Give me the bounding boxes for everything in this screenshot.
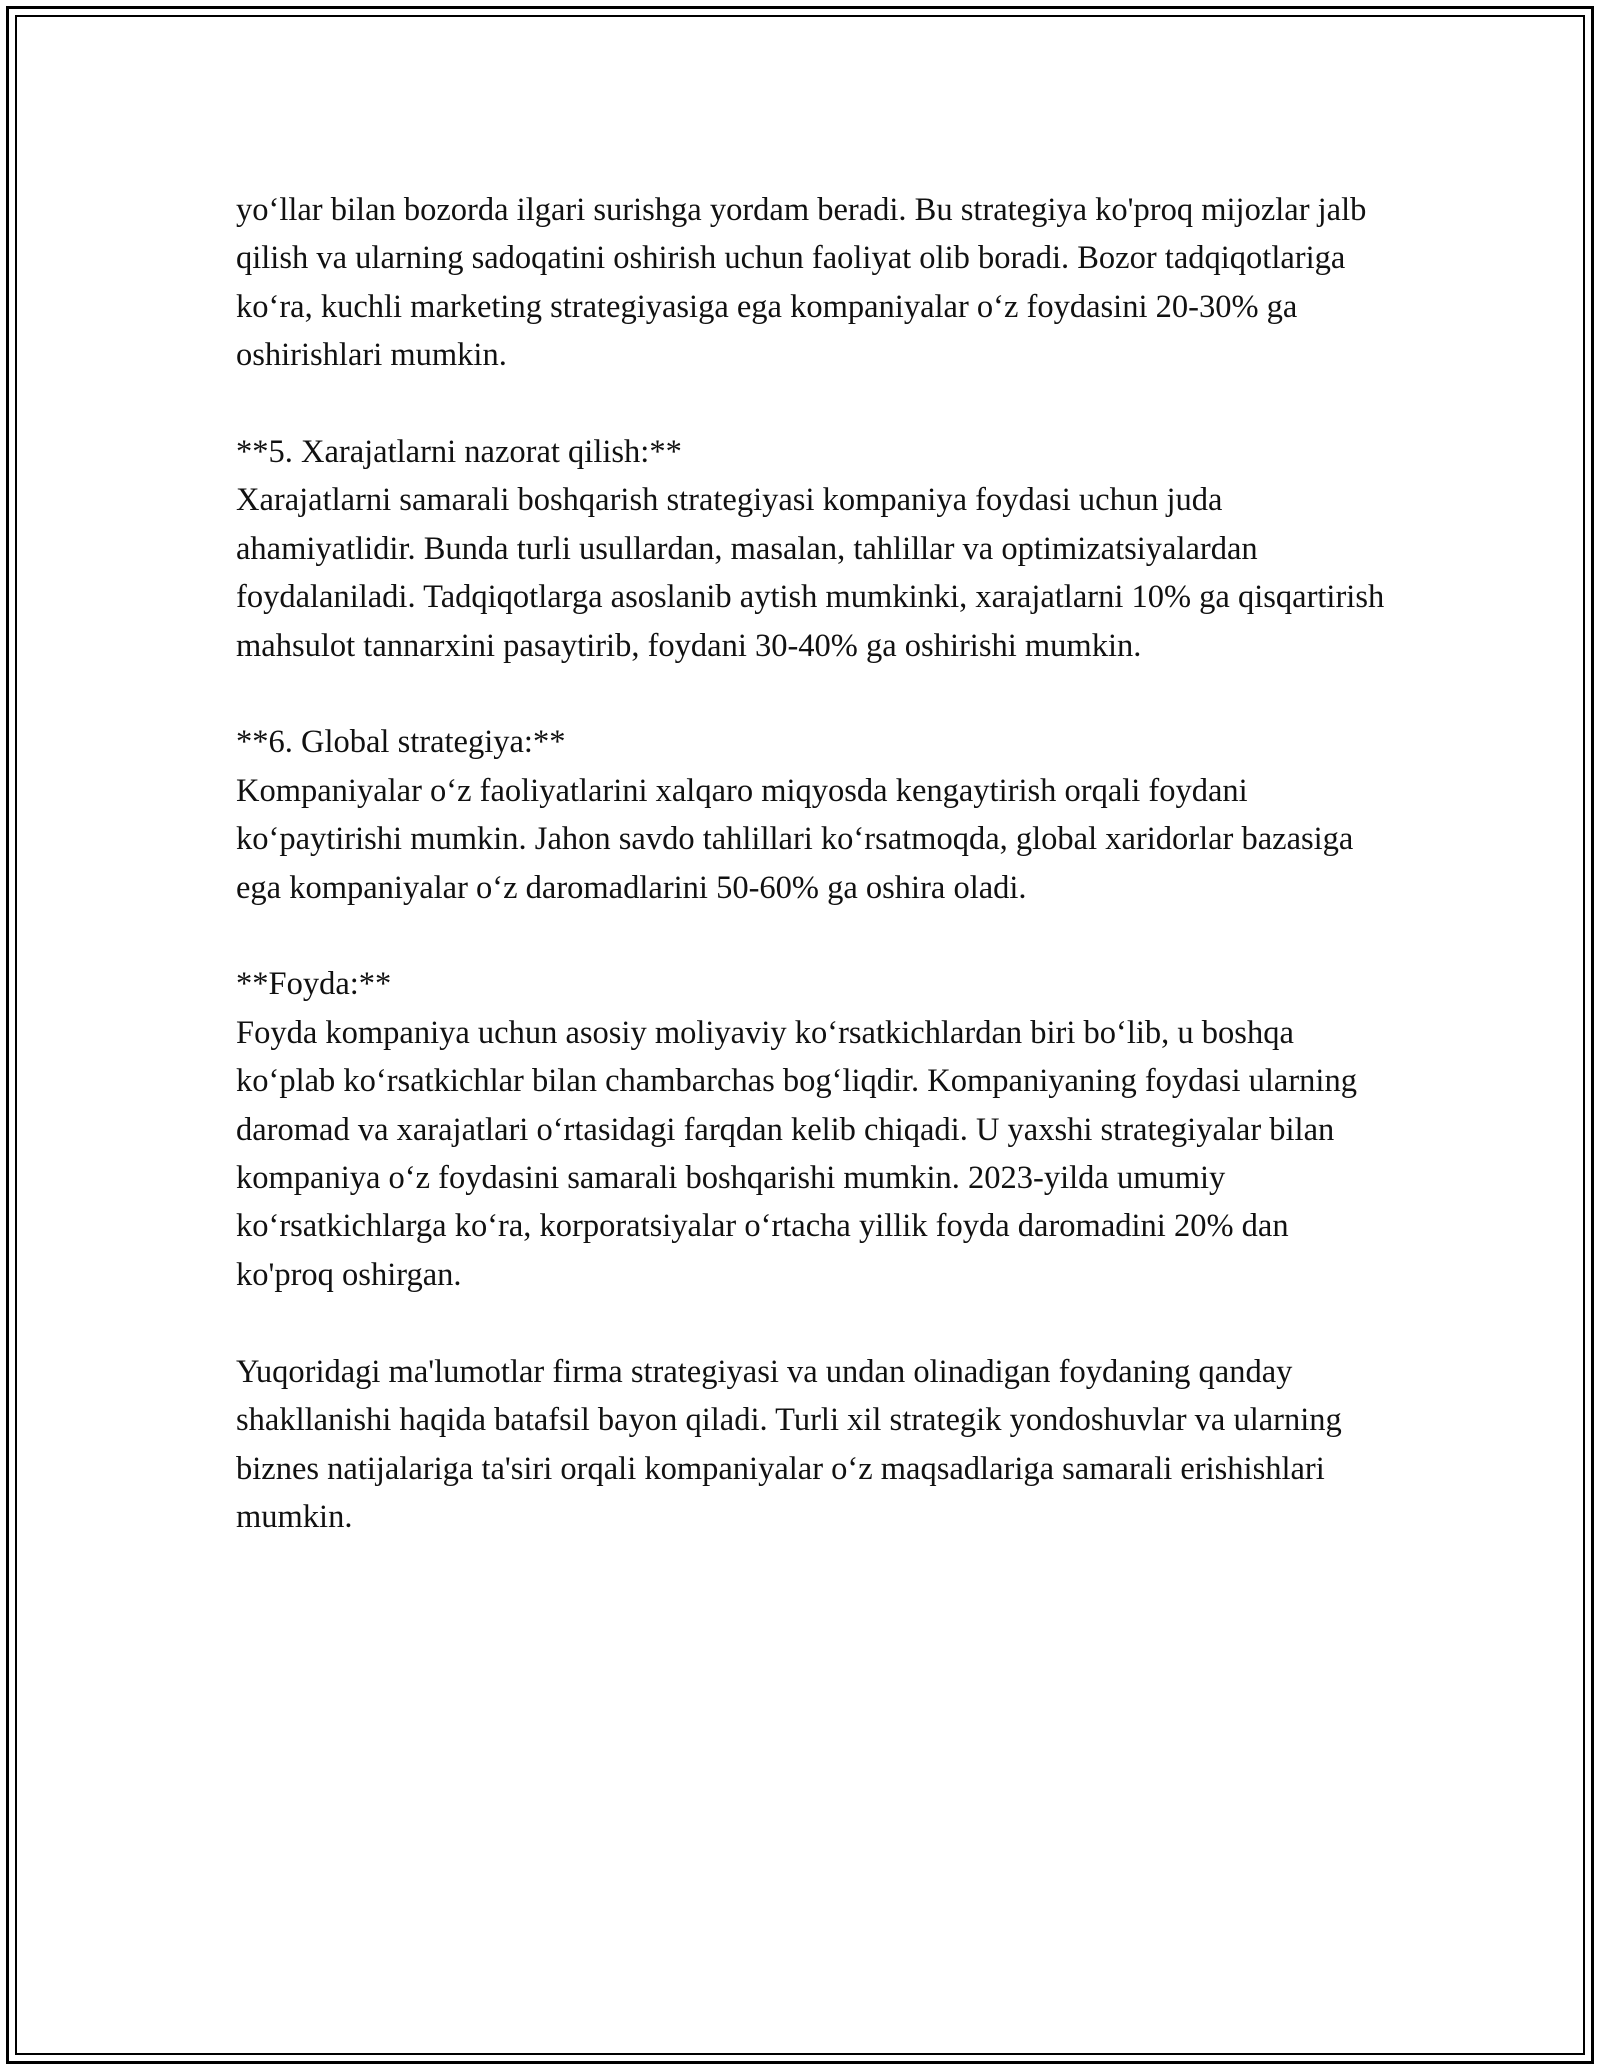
intro-block	[236, 186, 1386, 380]
conclusion-block	[236, 1348, 1386, 1542]
section-6-heading: **6. Global strategiya:**	[236, 724, 566, 761]
conclusion-paragraph: Yuqoridagi ma'lumotlar firma strategiyasi va undan olinadigan foydaning qanday shakllanishi haqida batafsil bayon qiladi. Turli xil strategik yondoshuvlar va ularning biznes natijalariga ta'siri orqali kompaniyalar o‘z maqsadlariga samarali erishishlari mumkin.	[236, 1353, 1342, 1535]
foyda-block	[236, 960, 1386, 1299]
section-6-block	[236, 718, 1386, 912]
foyda-heading: **Foyda:**	[236, 966, 392, 1003]
foyda-paragraph: Foyda kompaniya uchun asosiy moliyaviy ko‘rsatkichlardan biri bo‘lib, u boshqa ko‘plab ko‘rsatkichlar bilan chambarchas bog‘liqdir. Kompaniyaning foydasi ularning daromad va xarajatlari o‘rtasidagi farqdan kelib chiqadi. U yaxshi strategiyalar bilan kompaniya o‘z foydasini samarali boshqarishi mumkin. 2023-yilda umumiy ko‘rsatkichlarga ko‘ra, korporatsiyalar o‘rtacha yillik foyda daromadini 20% dan ko'proq oshirgan.	[236, 1014, 1357, 1293]
document-body	[236, 186, 1386, 1590]
section-6-paragraph: Kompaniyalar o‘z faoliyatlarini xalqaro miqyosda kengaytirish orqali foydani ko‘paytirishi mumkin. Jahon savdo tahlillari ko‘rsatmoqda, global xaridorlar bazasiga ega kompaniyalar o‘z daromadlarini 50-60% ga oshira oladi.	[236, 772, 1354, 906]
section-5-paragraph: Xarajatlarni samarali boshqarish strategiyasi kompaniya foydasi uchun juda ahamiyatlidir. Bunda turli usullardan, masalan, tahlillar va optimizatsiyalardan foydalaniladi. Tadqiqotlarga asoslanib aytish mumkinki, xarajatlarni 10% ga qisqartirish mahsulot tannarxini pasaytirib, foydani 30-40% ga oshirishi mumkin.	[236, 482, 1385, 664]
intro-paragraph: yo‘llar bilan bozorda ilgari surishga yordam beradi. Bu strategiya ko'proq mijozlar jalb qilish va ularning sadoqatini oshirish uchun faoliyat olib boradi. Bozor tadqiqotlariga ko‘ra, kuchli marketing strategiyasiga ega kompaniyalar o‘z foydasini 20-30% ga oshirishlari mumkin.	[236, 192, 1367, 374]
section-5-block	[236, 428, 1386, 670]
section-5-heading: **5. Xarajatlarni nazorat qilish:**	[236, 434, 682, 471]
